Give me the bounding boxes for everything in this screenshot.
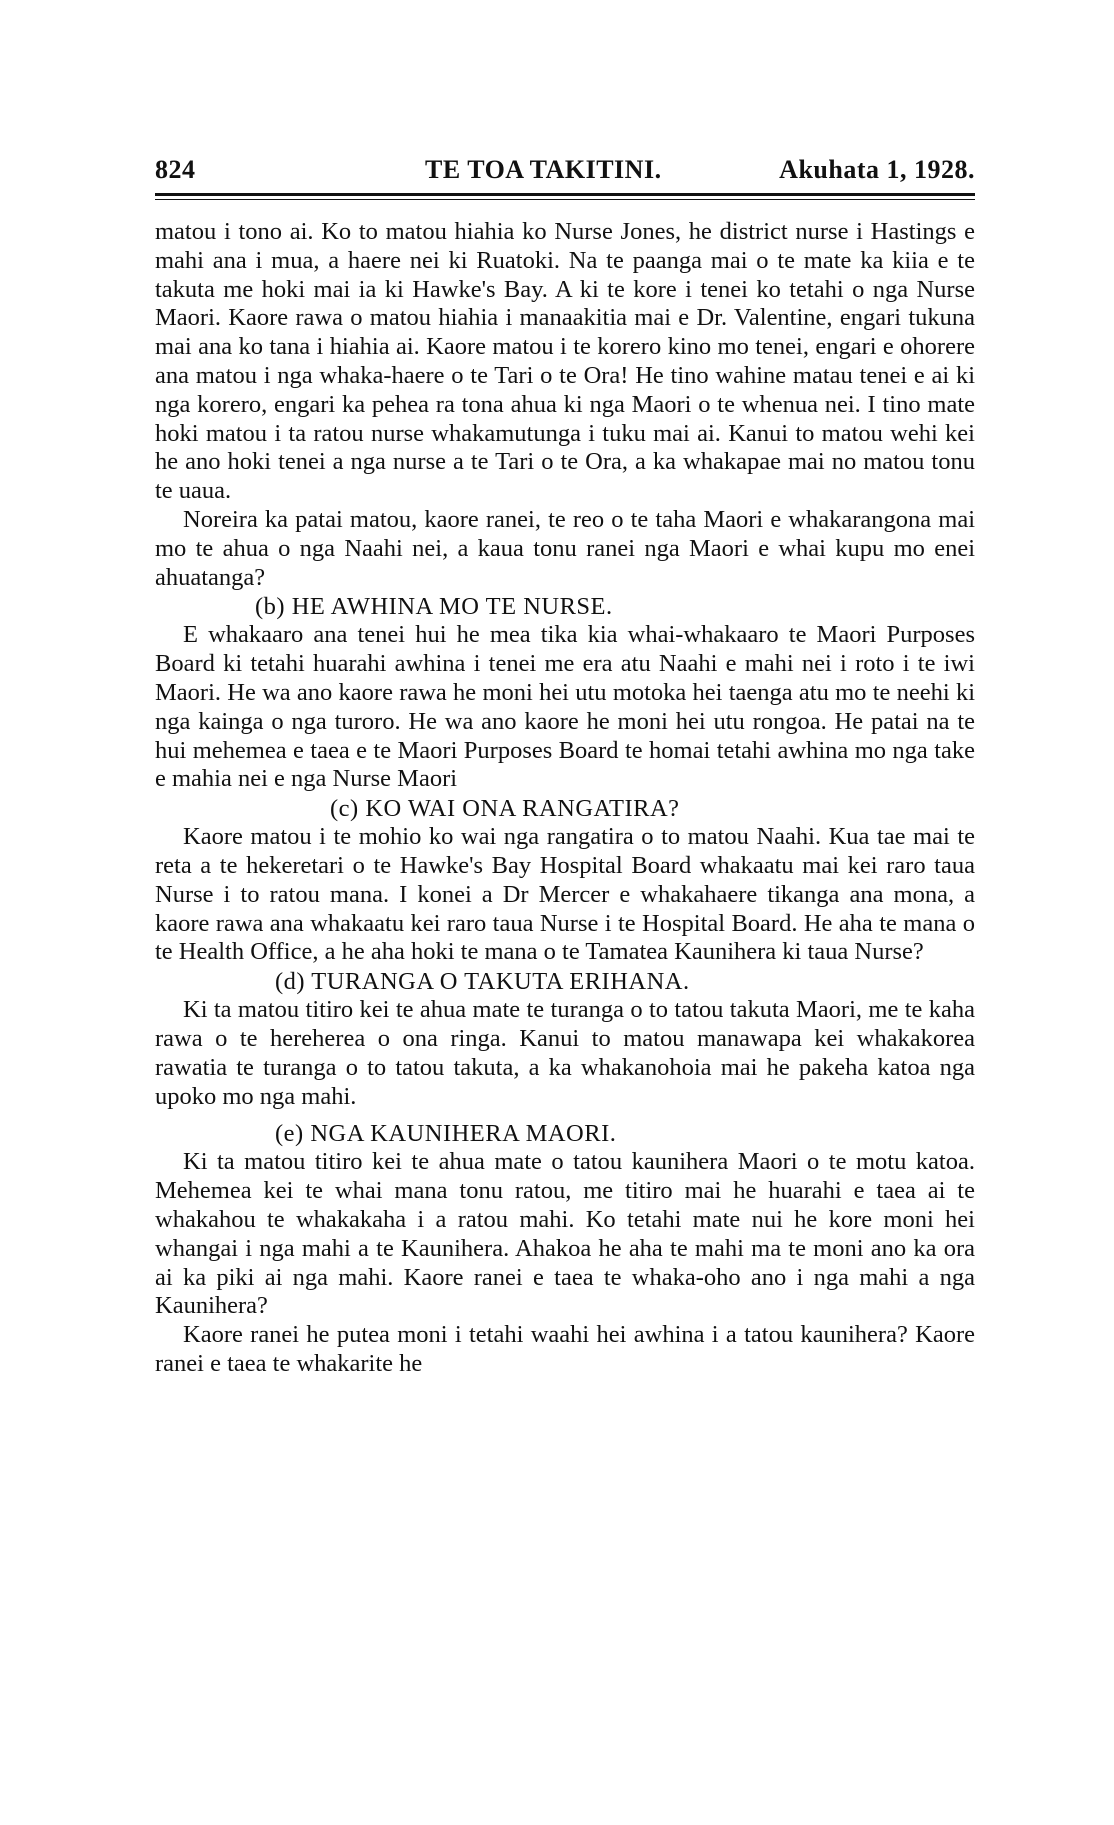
paragraph-takuta: Ki ta matou titiro kei te ahua mate te turanga o to tatou takuta Maori, me te kaha rawa o te hereherea o ona ringa. Kanui to matou manawapa kei whakakorea rawatia te turanga o to tatou takuta, a ka whakanohoia mai he pakeha katoa nga upoko mo nga mahi.	[155, 996, 975, 1110]
section-heading-b: (b) HE AWHINA MO TE NURSE.	[255, 593, 613, 621]
journal-title: TE TOA TAKITINI.	[425, 155, 662, 184]
section-heading-c: (c) KO WAI ONA RANGATIRA?	[330, 795, 680, 823]
paragraph-noreira: Noreira ka patai matou, kaore ranei, te reo o te taha Maori e whakarangona mai mo te ahua o nga Naahi nei, a kaua tonu ranei nga Maori e whai kupu mo enei ahuatanga?	[155, 505, 975, 591]
paragraph-rangatira: Kaore matou i te mohio ko wai nga rangatira o to matou Naahi. Kua tae mai te reta a te hekeretari o te Hawke's Bay Hospital Board whakaatu mai kei raro taua Nurse i to ratou mana. I konei a Dr Mercer e whakahaere tikanga ana mona, a kaore rawa ana whakaatu kei raro taua Nurse i te Hospital Board. He aha te mana o te Health Office, a he aha hoki te mana o te Tamatea Kaunihera ki taua Nurse?	[155, 823, 975, 966]
page-number: 824	[155, 155, 196, 184]
header-rule-thin	[155, 199, 975, 200]
header-rule-thick	[155, 193, 975, 196]
page-header	[155, 155, 975, 191]
paragraph-kaunihera: Ki ta matou titiro kei te ahua mate o tatou kaunihera Maori o te motu katoa. Mehemea kei te whai mana tonu ratou, me titiro mai he huarahi e taea ai te whakahou te whakakaha i a ratou mahi. Ko tetahi mate nui he kore moni hei whangai i nga mahi a te Kaunihera. Ahakoa he aha te mahi ma te moni ano ka ora ai ka piki ai nga mahi. Kaore ranei e taea te whaka-oho ano i nga mahi a nga Kaunihera?	[155, 1148, 975, 1320]
paragraph-putea: Kaore ranei he putea moni i tetahi waahi hei awhina i a tatou kaunihera? Kaore ranei e taea te whakarite he	[155, 1321, 975, 1377]
section-heading-e: (e) NGA KAUNIHERA MAORI.	[275, 1120, 617, 1148]
issue-date: Akuhata 1, 1928.	[779, 155, 975, 184]
document-page	[155, 155, 975, 1379]
paragraph-continued: matou i tono ai. Ko to matou hiahia ko Nurse Jones, he district nurse i Hastings e mahi ana i mua, a haere nei ki Ruatoki. Na te paanga mai o te mate ka kiia e te takuta me hoki mai ia ki Hawke's Bay. A ki te kore i tenei ko tetahi o nga Nurse Maori. Kaore rawa o matou hiahia i manaakitia mai e Dr. Valentine, engari tukuna mai ana ko tana i hiahia ai. Kaore matou i te korero kino mo tenei, engari e ohorere ana matou i nga whaka-haere o te Tari o te Ora! He tino wahine matau tenei e ai ki nga korero, engari ka pehea ra tona ahua ki nga Maori o te whenua nei. I tino mate hoki matou i ta ratou nurse whakamutunga i tuku mai ai. Kanui to matou wehi kei he ano hoki tenei a nga nurse a te Tari o te Ora, a ka whakapae mai no matou tonu te uaua.	[155, 218, 975, 505]
section-heading-d: (d) TURANGA O TAKUTA ERIHANA.	[275, 968, 690, 996]
paragraph-awhina: E whakaaro ana tenei hui he mea tika kia whai-whakaaro te Maori Purposes Board ki tetahi huarahi awhina i tenei me era atu Naahi e mahi nei i roto i te iwi Maori. He wa ano kaore rawa he moni hei utu motoka hei taenga atu mo te neehi ki nga kainga o nga turoro. He wa ano kaore he moni hei utu rongoa. He patai na te hui mehemea e taea e te Maori Purposes Board te homai tetahi awhina mo nga take e mahia nei e nga Nurse Maori	[155, 621, 975, 793]
